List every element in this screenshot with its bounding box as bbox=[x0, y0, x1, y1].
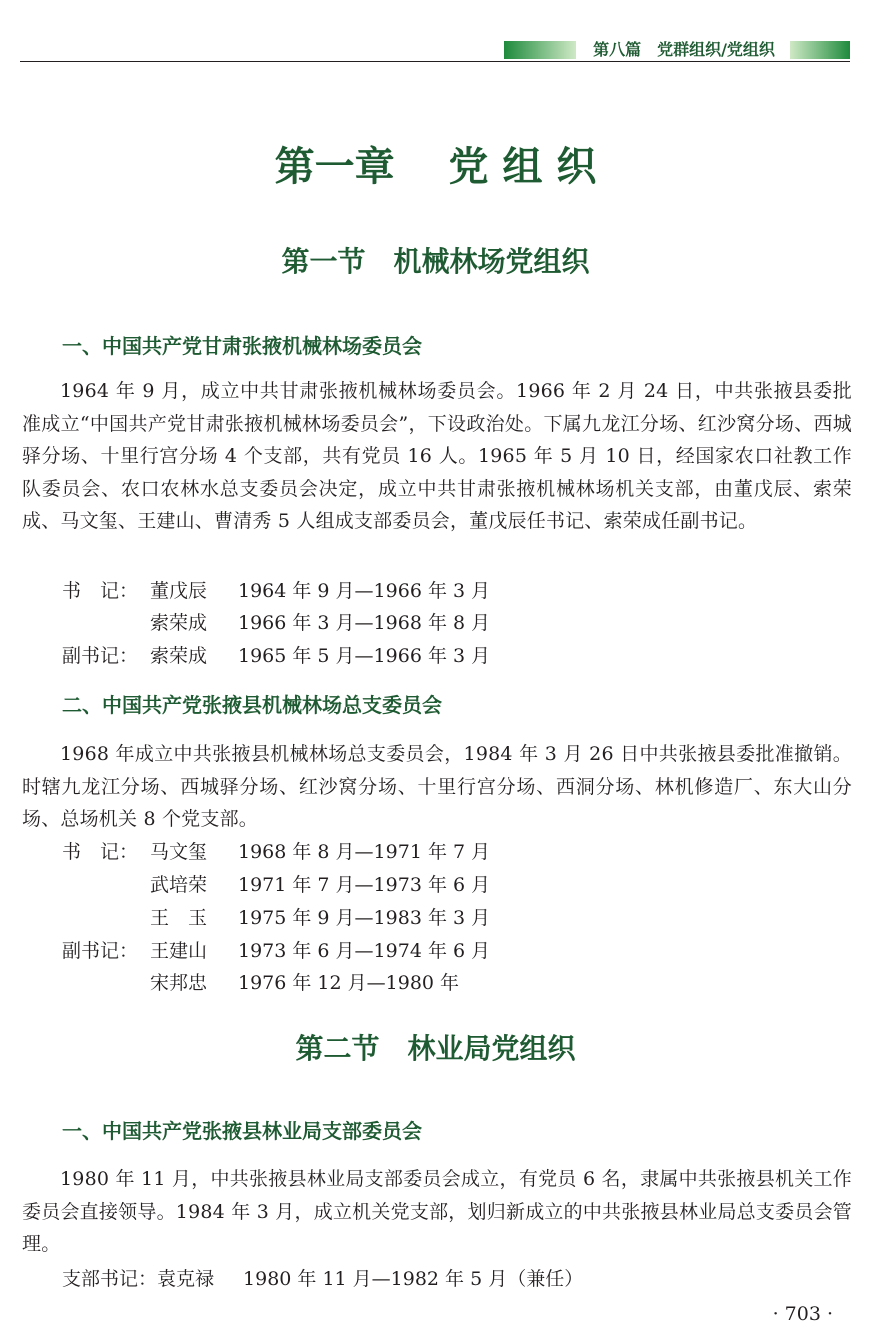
page-number: · 703 · bbox=[772, 1303, 833, 1325]
officer-role: 书 记： bbox=[62, 580, 139, 602]
body-paragraph: 1980 年 11 月，中共张掖县林业局支部委员会成立，有党员 6 名，隶属中共张掖县机关工作委员会直接领导。1984 年 3 月，成立机关党支部，划归新成立的中共张掖县林业局总支委员会管理。 bbox=[22, 1168, 852, 1256]
officer-name: 袁克禄 bbox=[157, 1268, 215, 1290]
header-bar-left bbox=[504, 41, 576, 59]
header-rule bbox=[20, 61, 850, 62]
officer-row bbox=[62, 836, 490, 868]
officer-term: 1971 年 7 月—1973 年 6 月 bbox=[238, 874, 491, 896]
officer-name: 王建山 bbox=[150, 940, 208, 962]
officer-row bbox=[62, 607, 490, 639]
officer-role: 副书记： bbox=[62, 940, 139, 962]
officer-row bbox=[62, 935, 490, 967]
officer-name: 索荣成 bbox=[150, 645, 208, 667]
officer-term: 1966 年 3 月—1968 年 8 月 bbox=[238, 612, 491, 634]
officer-row bbox=[62, 967, 459, 999]
officer-row bbox=[62, 640, 490, 672]
section-title: 第二节 林业局党组织 bbox=[295, 1032, 576, 1065]
officer-term: 1968 年 8 月—1971 年 7 月 bbox=[238, 841, 491, 863]
body-paragraph: 1968 年成立中共张掖县机械林场总支委员会，1984 年 3 月 26 日中共张掖县委批准撤销。时辖九龙江分场、西城驿分场、红沙窝分场、十里行宫分场、西洞分场、林机修造厂、东大山分场、总场机关 8 个党支部。 bbox=[22, 743, 852, 831]
subsection-title: 一、中国共产党甘肃张掖机械林场委员会 bbox=[62, 334, 422, 358]
officer-term: 1973 年 6 月—1974 年 6 月 bbox=[238, 940, 491, 962]
officer-role: 支部书记： bbox=[62, 1268, 158, 1290]
officer-term: 1980 年 11 月—1982 年 5 月（兼任） bbox=[243, 1268, 584, 1290]
officer-name: 董戊辰 bbox=[150, 580, 208, 602]
officer-name: 宋邦忠 bbox=[150, 972, 208, 994]
officer-row bbox=[62, 1263, 583, 1295]
chapter-title: 第一章 党 组 织 bbox=[274, 144, 597, 190]
body-paragraph: 1964 年 9 月，成立中共甘肃张掖机械林场委员会。1966 年 2 月 24 日，中共张掖县委批准成立“中国共产党甘肃张掖机械林场委员会”，下设政治处。下属九龙江分场、红沙窝分场、西城驿分场、十里行宫分场 4 个支部，共有党员 16 人。1965 年 5 月 10 日，经国家农口社教工作队委员会、农口农林水总支委员会决定，成立中共甘肃张掖机械林场机关支部，由董戊辰、索荣成、马文玺、王建山、曹清秀 5 人组成支部委员会，董戊辰任书记、索荣成任副书记。 bbox=[22, 380, 852, 533]
subsection-title: 一、中国共产党张掖县林业局支部委员会 bbox=[62, 1119, 422, 1143]
officer-row bbox=[62, 869, 490, 901]
officer-row bbox=[62, 902, 490, 934]
section-title: 第一节 机械林场党组织 bbox=[281, 245, 590, 278]
officer-name: 武培荣 bbox=[150, 874, 208, 896]
officer-role: 书 记： bbox=[62, 841, 139, 863]
officer-name: 马文玺 bbox=[150, 841, 208, 863]
officer-term: 1965 年 5 月—1966 年 3 月 bbox=[238, 645, 491, 667]
officer-term: 1964 年 9 月—1966 年 3 月 bbox=[238, 580, 491, 602]
officer-name: 索荣成 bbox=[150, 612, 208, 634]
officer-term: 1976 年 12 月—1980 年 bbox=[238, 972, 460, 994]
header-bar-right bbox=[790, 41, 850, 59]
officer-term: 1975 年 9 月—1983 年 3 月 bbox=[238, 907, 491, 929]
subsection-title: 二、中国共产党张掖县机械林场总支委员会 bbox=[62, 693, 442, 717]
officer-row bbox=[62, 575, 490, 607]
officer-role: 副书记： bbox=[62, 645, 139, 667]
officer-name: 王 玉 bbox=[150, 907, 208, 929]
running-head bbox=[20, 40, 850, 64]
running-head-text: 第八篇 党群组织/党组织 bbox=[593, 40, 775, 59]
